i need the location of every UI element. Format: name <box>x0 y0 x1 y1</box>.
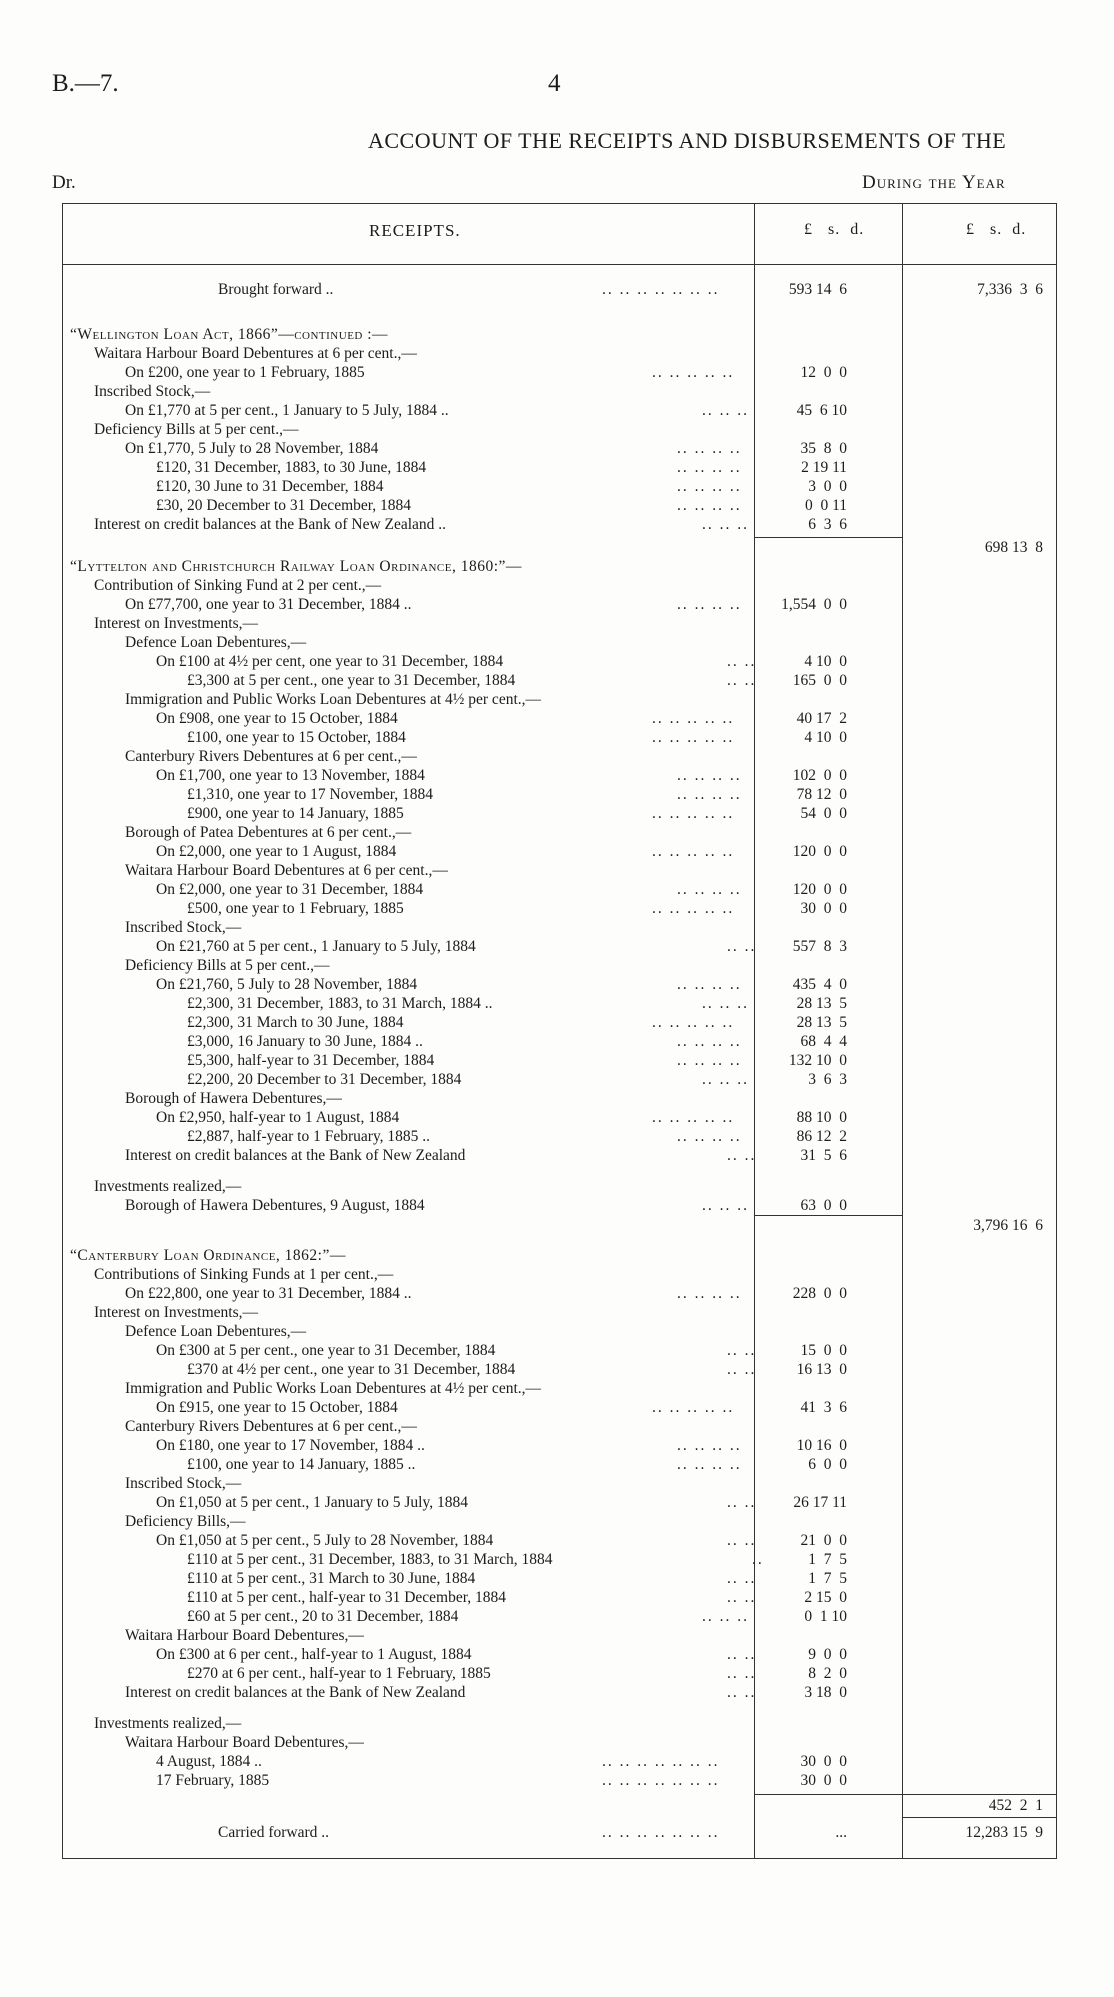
table-row <box>62 1360 1057 1379</box>
amount-detail: 12 0 0 <box>800 364 847 381</box>
table-row <box>62 1089 1057 1108</box>
row-label: On £1,770, 5 July to 28 November, 1884 <box>125 440 379 457</box>
row-label: “Lyttelton and Christchurch Railway Loan Ordinance, 1860:”— <box>70 558 522 575</box>
amount-total: 3,796 16 6 <box>973 1217 1043 1234</box>
row-label: Deficiency Bills at 5 per cent.,— <box>94 421 299 438</box>
amount-detail: 78 12 0 <box>796 786 847 803</box>
table-row <box>62 1284 1057 1303</box>
table-row <box>62 652 1057 671</box>
subtotal-rule-4 <box>902 1817 1057 1818</box>
table-row <box>62 956 1057 975</box>
leader-dots: .. .. .. .. <box>677 1456 742 1473</box>
amount-detail: 30 0 0 <box>800 900 847 917</box>
accounts-table <box>62 203 1057 1859</box>
row-label: On £908, one year to 15 October, 1884 <box>156 710 398 727</box>
table-row <box>62 458 1057 477</box>
row-label: £30, 20 December to 31 December, 1884 <box>156 497 412 514</box>
row-label: Canterbury Rivers Debentures at 6 per cent.,— <box>125 748 417 765</box>
table-row <box>62 1645 1057 1664</box>
leader-dots: .. .. .. .. <box>677 497 742 514</box>
leader-dots: .. .. .. <box>702 1071 749 1088</box>
leader-dots: .. .. .. .. <box>677 1052 742 1069</box>
row-label: On £22,800, one year to 31 December, 1884 .. <box>125 1285 412 1302</box>
amount-detail: 102 0 0 <box>792 767 847 784</box>
row-label: Interest on credit balances at the Bank of New Zealand .. <box>94 516 447 533</box>
table-row <box>62 1013 1057 1032</box>
table-row <box>62 1216 1057 1235</box>
row-label: £900, one year to 14 January, 1885 <box>187 805 404 822</box>
amount-detail: 0 1 10 <box>804 1608 847 1625</box>
row-label: £500, one year to 1 February, 1885 <box>187 900 404 917</box>
amount-detail: 6 0 0 <box>808 1456 847 1473</box>
leader-dots: .. .. .. <box>702 402 749 419</box>
table-row <box>62 766 1057 785</box>
row-label: Borough of Patea Debentures at 6 per cent.,— <box>125 824 412 841</box>
leader-dots: .. .. .. <box>702 995 749 1012</box>
amount-detail: 30 0 0 <box>800 1753 847 1770</box>
row-label: £2,887, half-year to 1 February, 1885 .. <box>187 1128 431 1145</box>
table-row <box>62 861 1057 880</box>
row-label: “Wellington Loan Act, 1866”—continued :— <box>70 326 389 343</box>
leader-dots: .. .. .. .. .. <box>652 729 735 746</box>
table-row <box>62 937 1057 956</box>
leader-dots: .. .. .. .. <box>677 786 742 803</box>
table-row <box>62 1379 1057 1398</box>
amount-detail: 40 17 2 <box>796 710 847 727</box>
table-row <box>62 382 1057 401</box>
leader-dots: .. .. .. .. .. .. .. <box>602 1753 720 1770</box>
table-row <box>62 747 1057 766</box>
table-row <box>62 785 1057 804</box>
row-label: Immigration and Public Works Loan Debentures at 4½ per cent.,— <box>125 691 542 708</box>
table-row <box>62 363 1057 382</box>
table-row <box>62 1823 1057 1842</box>
row-label: On £300 at 5 per cent., one year to 31 December, 1884 <box>156 1342 496 1359</box>
amount-detail: 435 4 0 <box>792 976 847 993</box>
amount-detail: 6 3 6 <box>808 516 847 533</box>
row-label: £2,300, 31 December, 1883, to 31 March, 1884 .. <box>187 995 493 1012</box>
leader-dots: .. .. <box>727 653 757 670</box>
row-label: Borough of Hawera Debentures,— <box>125 1090 342 1107</box>
row-label: £270 at 6 per cent., half-year to 1 February, 1885 <box>187 1665 491 1682</box>
amount-detail: 28 13 5 <box>796 1014 847 1031</box>
row-label: £120, 30 June to 31 December, 1884 <box>156 478 384 495</box>
row-label: Interest on Investments,— <box>94 615 259 632</box>
amount-detail: 3 18 0 <box>804 1684 847 1701</box>
table-row <box>62 1569 1057 1588</box>
leader-dots: .. .. <box>727 1589 757 1606</box>
table-row <box>62 1322 1057 1341</box>
row-label: Interest on credit balances at the Bank of New Zealand <box>125 1684 466 1701</box>
table-row <box>62 538 1057 557</box>
row-label: £100, one year to 14 January, 1885 .. <box>187 1456 416 1473</box>
leader-dots: .. .. <box>727 1494 757 1511</box>
leader-dots: .. .. .. .. <box>677 1285 742 1302</box>
table-row <box>62 1398 1057 1417</box>
leader-dots: .. .. .. .. .. .. .. <box>602 1824 720 1841</box>
amount-detail: 1 7 5 <box>808 1570 847 1587</box>
row-label: 4 August, 1884 .. <box>156 1753 262 1770</box>
row-label: £3,000, 16 January to 30 June, 1884 .. <box>187 1033 423 1050</box>
row-label: Deficiency Bills,— <box>125 1513 246 1530</box>
leader-dots: .. .. .. .. .. .. .. <box>602 1772 720 1789</box>
leader-dots: .. .. .. .. <box>677 767 742 784</box>
amount-detail: 45 6 10 <box>796 402 847 419</box>
row-label: £2,200, 20 December to 31 December, 1884 <box>187 1071 462 1088</box>
row-label: £100, one year to 15 October, 1884 <box>187 729 406 746</box>
amount-detail: 16 13 0 <box>796 1361 847 1378</box>
leader-dots: .. <box>752 1551 764 1568</box>
leader-dots: .. .. .. .. .. <box>652 364 735 381</box>
leader-dots: .. .. .. .. .. <box>652 843 735 860</box>
row-label: On £2,000, one year to 31 December, 1884 <box>156 881 424 898</box>
table-row <box>62 690 1057 709</box>
table-row <box>62 344 1057 363</box>
row-label: On £1,050 at 5 per cent., 1 January to 5 July, 1884 <box>156 1494 468 1511</box>
row-label: £110 at 5 per cent., 31 March to 30 June, 1884 <box>187 1570 476 1587</box>
amount-detail: 1 7 5 <box>808 1551 847 1568</box>
leader-dots: .. .. .. .. <box>677 881 742 898</box>
leader-dots: .. .. <box>727 1646 757 1663</box>
table-row <box>62 496 1057 515</box>
row-label: £370 at 4½ per cent., one year to 31 December, 1884 <box>187 1361 516 1378</box>
table-row <box>62 1070 1057 1089</box>
amount-detail: 2 19 11 <box>801 459 847 476</box>
row-label: Defence Loan Debentures,— <box>125 634 307 651</box>
leader-dots: .. .. .. .. <box>677 1033 742 1050</box>
leader-dots: .. .. .. .. .. <box>652 1014 735 1031</box>
table-row <box>62 1588 1057 1607</box>
row-label: Carried forward .. <box>218 1824 330 1841</box>
row-label: On £100 at 4½ per cent, one year to 31 December, 1884 <box>156 653 504 670</box>
leader-dots: .. .. .. .. <box>677 440 742 457</box>
row-label: 17 February, 1885 <box>156 1772 270 1789</box>
amount-total: 698 13 8 <box>984 539 1043 556</box>
row-label: £110 at 5 per cent., 31 December, 1883, to 31 March, 1884 <box>187 1551 553 1568</box>
leader-dots: .. .. .. .. <box>677 976 742 993</box>
amount-detail: 4 10 0 <box>804 653 847 670</box>
table-row <box>62 1127 1057 1146</box>
table-row <box>62 1196 1057 1215</box>
table-row <box>62 1531 1057 1550</box>
amount-detail: 228 0 0 <box>792 1285 847 1302</box>
amount-detail: 4 10 0 <box>804 729 847 746</box>
row-label: On £300 at 6 per cent., half-year to 1 August, 1884 <box>156 1646 472 1663</box>
amount-detail: 41 3 6 <box>800 1399 847 1416</box>
table-row <box>62 1303 1057 1322</box>
table-row <box>62 823 1057 842</box>
table-row <box>62 1550 1057 1569</box>
amount-detail: 2 15 0 <box>804 1589 847 1606</box>
table-row <box>62 1341 1057 1360</box>
row-label: On £915, one year to 15 October, 1884 <box>156 1399 398 1416</box>
amount-total: 452 2 1 <box>988 1797 1043 1814</box>
table-row <box>62 1512 1057 1531</box>
amount-detail: 165 0 0 <box>792 672 847 689</box>
table-row <box>62 1265 1057 1284</box>
row-label: £1,310, one year to 17 November, 1884 <box>187 786 434 803</box>
amount-detail: 120 0 0 <box>792 881 847 898</box>
leader-dots: .. .. <box>727 1342 757 1359</box>
table-row <box>62 280 1057 299</box>
leader-dots: .. .. .. .. <box>677 478 742 495</box>
leader-dots: .. .. .. <box>702 516 749 533</box>
leader-dots: .. .. .. .. <box>677 1128 742 1145</box>
leader-dots: .. .. <box>727 672 757 689</box>
table-row <box>62 614 1057 633</box>
table-row <box>62 1246 1057 1265</box>
amount-detail: 10 16 0 <box>796 1437 847 1454</box>
row-label: Inscribed Stock,— <box>125 919 242 936</box>
leader-dots: .. .. .. <box>702 1608 749 1625</box>
row-label: Immigration and Public Works Loan Debentures at 4½ per cent.,— <box>125 1380 542 1397</box>
row-label: Investments realized,— <box>94 1178 242 1195</box>
amount-detail: ... <box>835 1824 847 1841</box>
row-label: £120, 31 December, 1883, to 30 June, 1884 <box>156 459 427 476</box>
row-label: Brought forward .. <box>218 281 334 298</box>
table-row <box>62 1752 1057 1771</box>
leader-dots: .. .. .. .. <box>677 459 742 476</box>
table-row <box>62 1417 1057 1436</box>
row-label: Deficiency Bills at 5 per cent.,— <box>125 957 330 974</box>
row-label: On £1,770 at 5 per cent., 1 January to 5 July, 1884 .. <box>125 402 449 419</box>
table-row <box>62 420 1057 439</box>
row-label: Waitara Harbour Board Debentures,— <box>125 1627 364 1644</box>
row-label: On £180, one year to 17 November, 1884 .. <box>156 1437 425 1454</box>
amount-detail: 63 0 0 <box>800 1197 847 1214</box>
leader-dots: .. .. .. .. .. <box>652 1399 735 1416</box>
row-label: On £200, one year to 1 February, 1885 <box>125 364 365 381</box>
amount-detail: 120 0 0 <box>792 843 847 860</box>
table-row <box>62 633 1057 652</box>
table-row <box>62 1032 1057 1051</box>
leader-dots: .. .. <box>727 1532 757 1549</box>
table-row <box>62 709 1057 728</box>
table-row <box>62 595 1057 614</box>
table-row <box>62 975 1057 994</box>
amount-detail: 68 4 4 <box>800 1033 847 1050</box>
table-row <box>62 671 1057 690</box>
debit-label: Dr. <box>52 172 76 193</box>
row-label: Contribution of Sinking Fund at 2 per cent.,— <box>94 577 382 594</box>
amount-detail: 26 17 11 <box>793 1494 847 1511</box>
leader-dots: .. .. <box>727 938 757 955</box>
table-row <box>62 1108 1057 1127</box>
table-row <box>62 880 1057 899</box>
col1-header: £ s. d. <box>804 221 865 238</box>
table-row <box>62 515 1057 534</box>
leader-dots: .. .. .. .. .. <box>652 1109 735 1126</box>
row-label: On £1,700, one year to 13 November, 1884 <box>156 767 425 784</box>
table-header-rule <box>62 264 1057 265</box>
row-label: Investments realized,— <box>94 1715 242 1732</box>
amount-detail: 9 0 0 <box>808 1646 847 1663</box>
row-label: “Canterbury Loan Ordinance, 1862:”— <box>70 1247 346 1264</box>
leader-dots: .. .. <box>727 1147 757 1164</box>
table-top-border <box>62 203 1057 204</box>
row-label: On £1,050 at 5 per cent., 5 July to 28 November, 1884 <box>156 1532 494 1549</box>
amount-detail: 54 0 0 <box>800 805 847 822</box>
row-label: Borough of Hawera Debentures, 9 August, 1884 <box>125 1197 425 1214</box>
row-label: £5,300, half-year to 31 December, 1884 <box>187 1052 435 1069</box>
amount-detail: 132 10 0 <box>788 1052 847 1069</box>
table-row <box>62 994 1057 1013</box>
table-row <box>62 1714 1057 1733</box>
row-label: Waitara Harbour Board Debentures at 6 per cent.,— <box>94 345 417 362</box>
leader-dots: .. .. .. .. <box>677 596 742 613</box>
amount-detail: 3 6 3 <box>808 1071 847 1088</box>
amount-detail: 0 0 11 <box>804 497 847 514</box>
leader-dots: .. .. .. .. <box>677 1437 742 1454</box>
page-id: B.—7. <box>52 70 119 97</box>
row-label: On £2,000, one year to 1 August, 1884 <box>156 843 397 860</box>
page-title: ACCOUNT OF THE RECEIPTS AND DISBURSEMENTS OF THE <box>368 128 1007 153</box>
table-row <box>62 401 1057 420</box>
table-row <box>62 1733 1057 1752</box>
amount-detail: 557 8 3 <box>792 938 847 955</box>
leader-dots: .. .. .. .. .. <box>652 710 735 727</box>
row-label: £60 at 5 per cent., 20 to 31 December, 1884 <box>187 1608 459 1625</box>
row-label: Inscribed Stock,— <box>125 1475 242 1492</box>
row-label: Canterbury Rivers Debentures at 6 per cent.,— <box>125 1418 417 1435</box>
row-label: £2,300, 31 March to 30 June, 1884 <box>187 1014 404 1031</box>
row-label: Waitara Harbour Board Debentures at 6 per cent.,— <box>125 862 448 879</box>
table-row <box>62 1683 1057 1702</box>
row-label: £110 at 5 per cent., half-year to 31 December, 1884 <box>187 1589 507 1606</box>
leader-dots: .. .. .. .. .. <box>652 900 735 917</box>
subtotal-rule-3 <box>754 1794 1057 1795</box>
table-row <box>62 804 1057 823</box>
table-bottom-border <box>62 1858 1057 1859</box>
table-row <box>62 918 1057 937</box>
amount-detail: 30 0 0 <box>800 1772 847 1789</box>
row-label: On £2,950, half-year to 1 August, 1884 <box>156 1109 400 1126</box>
amount-detail: 1,554 0 0 <box>781 596 847 613</box>
during-the-year-label: During the Year <box>862 172 1006 193</box>
amount-detail: 3 0 0 <box>808 478 847 495</box>
leader-dots: .. .. <box>727 1361 757 1378</box>
row-label: Interest on credit balances at the Bank of New Zealand <box>125 1147 466 1164</box>
amount-total: 12,283 15 9 <box>965 1824 1043 1841</box>
receipts-header: RECEIPTS. <box>369 221 461 240</box>
amount-detail: 21 0 0 <box>800 1532 847 1549</box>
table-row <box>62 1455 1057 1474</box>
table-row <box>62 1146 1057 1165</box>
table-row <box>62 1177 1057 1196</box>
amount-detail: 8 2 0 <box>808 1665 847 1682</box>
row-label: Inscribed Stock,— <box>94 383 211 400</box>
leader-dots: .. .. <box>727 1570 757 1587</box>
amount-detail: 35 8 0 <box>800 440 847 457</box>
leader-dots: .. .. <box>727 1665 757 1682</box>
leader-dots: .. .. <box>727 1684 757 1701</box>
amount-detail: 88 10 0 <box>796 1109 847 1126</box>
row-label: £3,300 at 5 per cent., one year to 31 December, 1884 <box>187 672 516 689</box>
table-row <box>62 1474 1057 1493</box>
table-row <box>62 477 1057 496</box>
table-row <box>62 728 1057 747</box>
table-row <box>62 1436 1057 1455</box>
table-row <box>62 576 1057 595</box>
table-row <box>62 1771 1057 1790</box>
row-label: Waitara Harbour Board Debentures,— <box>125 1734 364 1751</box>
amount-detail: 28 13 5 <box>796 995 847 1012</box>
row-label: On £21,760, 5 July to 28 November, 1884 <box>156 976 418 993</box>
table-row <box>62 1626 1057 1645</box>
amount-total: 7,336 3 6 <box>977 281 1043 298</box>
row-label: Defence Loan Debentures,— <box>125 1323 307 1340</box>
table-row <box>62 899 1057 918</box>
table-row <box>62 325 1057 344</box>
amount-detail: 31 5 6 <box>800 1147 847 1164</box>
table-row <box>62 1796 1057 1815</box>
leader-dots: .. .. .. .. .. .. .. <box>602 281 720 298</box>
row-label: On £21,760 at 5 per cent., 1 January to 5 July, 1884 <box>156 938 476 955</box>
row-label: On £77,700, one year to 31 December, 1884 .. <box>125 596 412 613</box>
table-row <box>62 557 1057 576</box>
page-number: 4 <box>548 70 561 97</box>
amount-detail: 86 12 2 <box>796 1128 847 1145</box>
row-label: Interest on Investments,— <box>94 1304 259 1321</box>
leader-dots: .. .. .. .. .. <box>652 805 735 822</box>
leader-dots: .. .. .. <box>702 1197 749 1214</box>
table-row <box>62 1493 1057 1512</box>
amount-detail: 593 14 6 <box>788 281 847 298</box>
table-row <box>62 1607 1057 1626</box>
row-label: Contributions of Sinking Funds at 1 per cent.,— <box>94 1266 394 1283</box>
table-row <box>62 1664 1057 1683</box>
table-row <box>62 439 1057 458</box>
table-row <box>62 1051 1057 1070</box>
table-row <box>62 842 1057 861</box>
col2-header: £ s. d. <box>966 221 1027 238</box>
amount-detail: 15 0 0 <box>800 1342 847 1359</box>
